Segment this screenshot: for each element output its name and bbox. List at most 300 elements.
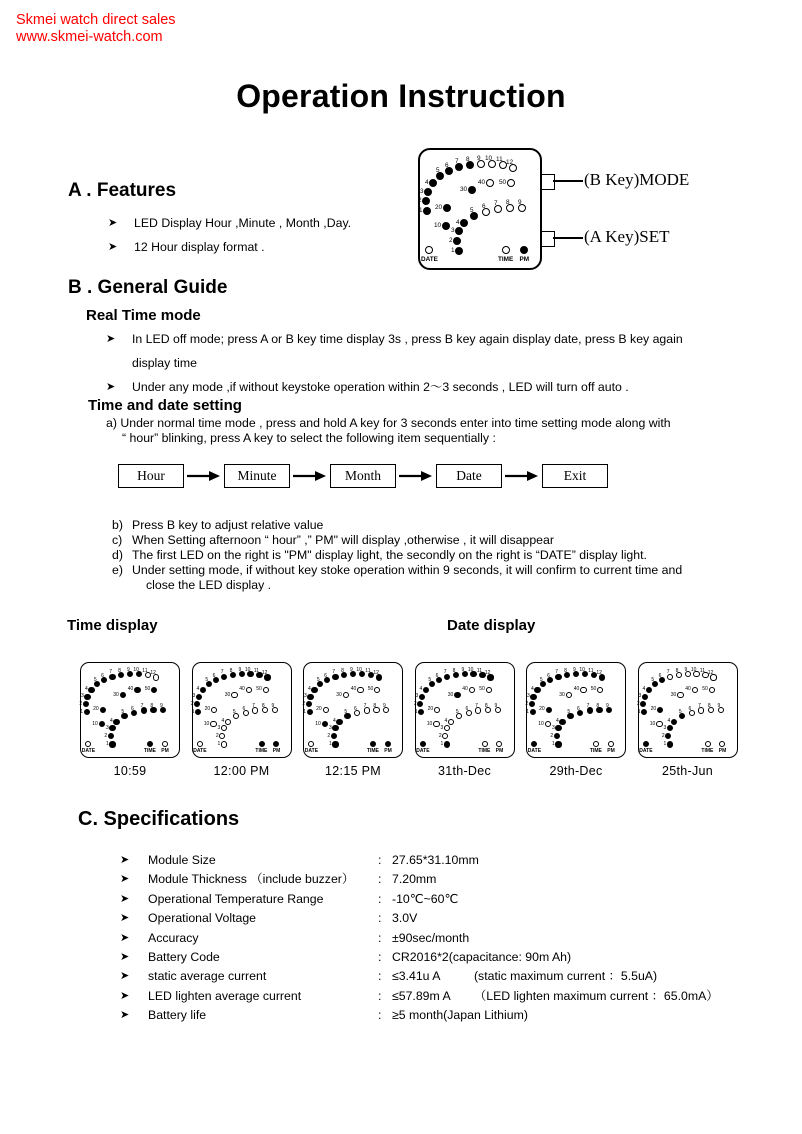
watch-face-example — [526, 662, 626, 778]
led-number-label: 8 — [596, 702, 600, 709]
led-number-label: 7 — [475, 703, 478, 710]
led-number-label: 1 — [419, 206, 423, 214]
led-number-label: 6 — [547, 672, 550, 679]
specification-row — [120, 930, 780, 949]
watch-diagram-31th-dec — [415, 662, 515, 758]
led-number-label: 20 — [650, 706, 657, 713]
led-number-label: 50 — [256, 685, 262, 692]
led-number-label: 2 — [104, 732, 108, 739]
led-units-4 — [336, 719, 342, 725]
key-b-label: (B Key)MODE — [584, 170, 690, 189]
led-hour-1 — [195, 709, 201, 715]
led-number-label: 4 — [333, 718, 336, 725]
rtm-item-label: Under any mode ,if without keystoke operation within 2～3 seconds , LED will turn off auto . — [132, 380, 629, 394]
led-number-label: 1 — [106, 740, 109, 747]
led-tens-30 — [231, 692, 237, 698]
led-hour-3 — [642, 694, 648, 700]
led-number-label: 9 — [383, 702, 386, 709]
led-number-label: 8 — [564, 667, 567, 674]
led-units-3 — [332, 725, 338, 731]
led-number-label: 6 — [688, 705, 692, 712]
led-number-label: 2 — [449, 236, 453, 244]
led-tens-40 — [580, 687, 586, 693]
rtm-item — [106, 332, 766, 347]
led-units-3 — [555, 725, 561, 731]
led-number-label: 12 — [150, 670, 156, 677]
date-text-label: DATE — [416, 748, 430, 755]
led-number-label: 5 — [651, 676, 655, 683]
chevron-right-icon: ➤ — [120, 912, 130, 925]
led-number-label: 6 — [212, 672, 216, 679]
led-number-label: 10 — [356, 667, 362, 674]
led-number-label: 8 — [506, 199, 510, 206]
pm-text-label: PM — [519, 255, 530, 263]
led-number-label: 6 — [324, 672, 327, 679]
date-text-label: DATE — [527, 748, 542, 755]
watch-face-example — [415, 662, 515, 778]
led-tens-30 — [343, 692, 349, 698]
led-number-label: 5 — [428, 676, 432, 683]
led-number-label: 3 — [552, 724, 555, 731]
setting-steps-list — [112, 518, 772, 593]
led-tens-10 — [99, 721, 105, 727]
setting-step — [112, 563, 772, 578]
led-number-label: 2 — [636, 700, 640, 707]
date-display-label — [447, 617, 535, 635]
led-units-3 — [667, 725, 673, 731]
rtm-item-label: In LED off mode; press A or B key time display 3s , press B key again display date, press B key again — [132, 332, 683, 346]
led-number-label: 9 — [271, 702, 275, 709]
led-number-label: 4 — [444, 718, 448, 725]
real-time-mode-heading — [86, 307, 201, 325]
led-number-label: 6 — [482, 203, 486, 210]
led-time-indicator — [593, 741, 599, 747]
setting-flow-chart — [118, 464, 608, 488]
led-number-label: 9 — [572, 667, 576, 674]
watch-face-examples — [80, 662, 752, 782]
real-time-mode-heading-text: Real Time mode — [86, 307, 201, 324]
led-number-label: 5 — [470, 207, 474, 214]
led-hour-4 — [88, 687, 94, 693]
led-number-label: 9 — [126, 667, 130, 674]
flow-arrow-icon — [184, 470, 224, 482]
led-number-label: 4 — [667, 718, 671, 725]
led-tens-20 — [443, 204, 451, 212]
specification-name: Module Size — [148, 853, 216, 867]
specification-separator: : — [378, 949, 382, 964]
led-number-label: 20 — [93, 706, 99, 713]
led-pm-indicator — [719, 741, 725, 747]
chevron-right-icon: ➤ — [106, 333, 116, 345]
led-tens-30 — [454, 692, 460, 698]
pm-text-label: PM — [495, 748, 504, 755]
led-number-label: 5 — [539, 676, 543, 683]
led-number-label: 7 — [586, 703, 590, 710]
led-date-indicator — [531, 741, 537, 747]
pm-text-label: PM — [161, 748, 169, 755]
led-number-label: 8 — [261, 702, 265, 709]
led-number-label: 3 — [106, 724, 109, 731]
led-number-label: 6 — [435, 672, 439, 679]
led-number-label: 10 — [690, 667, 697, 674]
led-time-indicator — [147, 741, 153, 747]
led-pm-indicator — [385, 741, 391, 747]
time-display-label-text: Time display — [67, 617, 158, 634]
led-number-label: 50 — [367, 685, 374, 692]
specification-row — [120, 852, 780, 871]
led-number-label: 11 — [365, 667, 371, 674]
date-display-label-text: Date display — [447, 617, 536, 634]
led-number-label: 2 — [413, 700, 417, 707]
led-number-label: 6 — [577, 705, 580, 712]
date-text-label: DATE — [81, 748, 96, 755]
led-hour-2 — [417, 701, 423, 707]
led-number-label: 30 — [670, 691, 677, 698]
led-number-label: 12 — [261, 670, 268, 677]
led-number-label: 11 — [588, 667, 594, 674]
led-number-label: 5 — [121, 708, 125, 715]
led-units-2 — [331, 733, 337, 739]
key-a-leader-line — [553, 237, 583, 239]
led-number-label: 2 — [79, 700, 83, 707]
general-guide-heading — [68, 277, 227, 299]
specification-separator: : — [378, 891, 382, 906]
led-number-label: 10 — [649, 720, 656, 727]
led-number-label: 1 — [637, 708, 641, 715]
led-number-label: 10 — [467, 667, 474, 674]
led-units-1 — [221, 741, 227, 747]
led-number-label: 8 — [707, 702, 711, 709]
led-tens-20 — [434, 707, 440, 713]
watch-diagram-10-59 — [80, 662, 180, 758]
led-number-label: 3 — [81, 693, 84, 700]
led-number-label: 3 — [415, 693, 419, 700]
led-number-label: 40 — [573, 685, 580, 692]
led-number-label: 50 — [499, 178, 507, 186]
flow-arrow-icon — [396, 470, 436, 482]
led-number-label: 4 — [221, 718, 225, 725]
led-hour-1 — [307, 709, 313, 715]
led-units-4 — [448, 719, 454, 725]
brand-header — [16, 12, 176, 46]
features-heading-text: A . Features — [68, 180, 177, 201]
specification-value: ±90sec/month — [392, 930, 470, 945]
led-number-label: 6 — [101, 672, 104, 679]
led-number-label: 20 — [435, 203, 443, 211]
key-b-button-marker[interactable] — [541, 174, 555, 190]
time-date-setting-heading-text: Time and date setting — [88, 397, 242, 414]
led-number-label: 10 — [426, 720, 433, 727]
specification-value: 7.20mm — [392, 872, 437, 887]
flow-arrow-icon — [290, 470, 330, 482]
led-number-label: 40 — [127, 685, 134, 692]
led-tens-50 — [263, 687, 269, 693]
time-text-label: TIME — [701, 748, 714, 755]
led-units-2 — [442, 733, 448, 739]
led-number-label: 10 — [579, 667, 585, 674]
led-number-label: 6 — [658, 672, 662, 679]
watch-face-caption: 29th-Dec — [549, 764, 603, 778]
led-units-3 — [109, 725, 115, 731]
setting-step-a-line1: a) Under normal time mode , press and hold A key for 3 seconds enter into time setting mode along with — [106, 416, 671, 430]
led-number-label: 10 — [92, 720, 98, 727]
flow-step-exit: Exit — [542, 464, 608, 488]
led-number-label: 3 — [638, 693, 642, 700]
led-number-label: 7 — [220, 669, 224, 676]
led-number-label: 12 — [506, 159, 514, 166]
led-number-label: 3 — [663, 724, 667, 731]
led-number-label: 40 — [239, 685, 245, 692]
led-hour-4 — [429, 179, 437, 187]
led-number-label: 5 — [93, 676, 97, 683]
led-hour-2 — [83, 701, 89, 707]
specification-name: static average current — [148, 969, 267, 984]
led-pm-indicator — [162, 741, 168, 747]
led-number-label: 4 — [556, 718, 559, 725]
specifications-heading-text: C. Specifications — [78, 808, 240, 830]
led-units-2 — [219, 733, 225, 739]
time-text-label: TIME — [366, 748, 379, 755]
led-date-indicator — [85, 741, 91, 747]
led-tens-20 — [100, 707, 106, 713]
specification-name: Operational Voltage — [148, 911, 257, 926]
led-hour-3 — [196, 694, 202, 700]
led-number-label: 8 — [452, 667, 456, 674]
led-time-indicator — [705, 741, 711, 747]
flow-step-minute: Minute — [224, 464, 290, 488]
watch-face-caption: 12:00 PM — [213, 764, 270, 778]
led-hour-4 — [646, 687, 652, 693]
led-units-3 — [221, 725, 227, 731]
date-text-label: DATE — [193, 748, 207, 755]
led-number-label: 7 — [455, 158, 459, 165]
led-units-1 — [332, 741, 338, 747]
setting-step-key: c) — [112, 533, 123, 547]
led-hour-1 — [84, 709, 90, 715]
brand-line-2: www.skmei-watch.com — [16, 29, 163, 45]
led-number-label: 6 — [354, 705, 357, 712]
led-units-2 — [108, 733, 114, 739]
specification-name: Module Thickness （include buzzer） — [148, 872, 355, 887]
led-time-indicator — [370, 741, 376, 747]
led-number-label: 4 — [456, 218, 460, 226]
led-tens-40 — [246, 687, 252, 693]
led-hour-3 — [530, 694, 536, 700]
led-hour-3 — [84, 694, 90, 700]
led-number-label: 30 — [447, 691, 454, 698]
led-number-label: 1 — [663, 740, 667, 747]
led-tens-10 — [545, 721, 551, 727]
led-number-label: 20 — [427, 706, 434, 713]
chevron-right-icon: ➤ — [120, 931, 130, 944]
specification-separator: : — [378, 930, 382, 945]
led-number-label: 7 — [443, 669, 447, 676]
led-number-label: 7 — [363, 703, 367, 710]
led-tens-40 — [486, 179, 494, 187]
led-hour-2 — [529, 701, 535, 707]
led-number-label: 10 — [203, 720, 210, 727]
date-text-label: DATE — [304, 748, 319, 755]
led-number-label: 10 — [434, 221, 442, 229]
led-units-1 — [455, 247, 463, 255]
led-number-label: 9 — [477, 155, 481, 162]
led-units-4 — [559, 719, 565, 725]
led-number-label: 3 — [304, 693, 307, 700]
led-number-label: 1 — [329, 740, 332, 747]
led-number-label: 5 — [232, 708, 236, 715]
led-number-label: 9 — [461, 667, 465, 674]
specification-row — [120, 949, 780, 968]
led-time-indicator — [259, 741, 265, 747]
led-number-label: 4 — [196, 685, 200, 692]
led-number-label: 6 — [465, 705, 469, 712]
led-number-label: 9 — [717, 702, 721, 709]
led-number-label: 50 — [590, 685, 597, 692]
led-hour-4 — [534, 687, 540, 693]
watch-face-example — [192, 662, 292, 778]
specification-row — [120, 891, 780, 910]
specification-row — [120, 988, 780, 1007]
specifications-heading — [78, 808, 239, 831]
time-text-label: TIME — [589, 748, 602, 755]
led-number-label: 4 — [642, 685, 646, 692]
chevron-right-icon: ➤ — [120, 873, 130, 886]
led-number-label: 2 — [418, 196, 422, 204]
led-number-label: 4 — [110, 718, 113, 725]
watch-face-example — [638, 662, 738, 778]
led-date-indicator — [420, 741, 426, 747]
setting-step-key: e) — [112, 563, 123, 577]
led-number-label: 1 — [552, 740, 555, 747]
time-date-setting-heading — [88, 397, 242, 415]
led-hour-1 — [530, 709, 536, 715]
led-date-indicator — [308, 741, 314, 747]
watch-face-caption: 10:59 — [113, 764, 147, 778]
led-units-4 — [671, 719, 677, 725]
led-number-label: 30 — [336, 691, 342, 698]
features-heading — [68, 180, 176, 202]
date-text-label: DATE — [639, 748, 653, 755]
led-number-label: 12 — [484, 670, 491, 677]
chevron-right-icon: ➤ — [120, 854, 130, 866]
specification-name: Operational Temperature Range — [148, 891, 324, 906]
led-number-label: 1 — [414, 708, 418, 715]
pm-text-label: PM — [607, 748, 615, 755]
pm-text-label: PM — [718, 748, 727, 755]
led-number-label: 2 — [661, 732, 665, 739]
led-number-label: 12 — [596, 670, 602, 677]
led-pm-indicator — [608, 741, 614, 747]
setting-step-a-line2: “ hour” blinking, press A key to select the following item sequentially : — [122, 431, 496, 445]
led-number-label: 2 — [302, 700, 306, 707]
led-number-label: 12 — [373, 670, 379, 677]
led-number-label: 1 — [217, 740, 221, 747]
led-number-label: 30 — [224, 691, 231, 698]
led-number-label: 11 — [699, 667, 705, 674]
led-tens-50 — [151, 687, 157, 693]
led-units-1 — [555, 741, 561, 747]
setting-step — [112, 533, 772, 548]
led-tens-40 — [469, 687, 475, 693]
watch-face-caption: 25th-Jun — [661, 764, 714, 778]
led-time-indicator — [482, 741, 488, 747]
led-number-label: 6 — [131, 705, 134, 712]
chevron-right-icon: ➤ — [108, 241, 118, 253]
led-tens-10 — [322, 721, 328, 727]
led-pm-indicator — [273, 741, 279, 747]
led-number-label: 50 — [479, 685, 485, 692]
led-number-label: 4 — [425, 178, 429, 186]
specification-value: ≤57.89m A （LED lighten maximum current ：65.0mA） — [392, 988, 719, 1003]
features-item-label: LED Display Hour ,Minute , Month ,Day. — [134, 216, 352, 230]
led-units-2 — [554, 733, 560, 739]
setting-step-key: d) — [112, 548, 123, 562]
led-number-label: 2 — [525, 700, 529, 707]
chevron-right-icon: ➤ — [120, 950, 130, 963]
led-number-label: 1 — [451, 246, 455, 254]
led-hour-4 — [423, 687, 429, 693]
led-units-4 — [225, 719, 231, 725]
setting-step-text: close the LED display . — [146, 578, 272, 592]
led-number-label: 9 — [349, 667, 353, 674]
led-number-label: 3 — [329, 724, 332, 731]
specification-value: -10℃~60℃ — [392, 891, 459, 906]
led-number-label: 5 — [678, 708, 682, 715]
rtm-item-label: display time — [132, 356, 197, 370]
led-number-label: 20 — [539, 706, 545, 713]
led-number-label: 9 — [494, 702, 498, 709]
led-hour-3 — [307, 694, 313, 700]
led-number-label: 9 — [606, 702, 609, 709]
led-date-indicator — [425, 246, 433, 254]
led-number-label: 40 — [478, 178, 486, 186]
led-number-label: 30 — [460, 185, 468, 193]
led-tens-20 — [546, 707, 552, 713]
rtm-item-continued — [106, 356, 766, 371]
led-number-label: 20 — [316, 706, 322, 713]
specification-row — [120, 968, 780, 987]
led-tens-30 — [566, 692, 572, 698]
key-a-button-marker[interactable] — [541, 231, 555, 247]
watch-diagram-12-15-pm — [303, 662, 403, 758]
led-number-label: 11 — [496, 156, 503, 163]
led-number-label: 4 — [308, 685, 311, 692]
specifications-table — [120, 852, 780, 1027]
setting-step-key: b) — [112, 518, 123, 532]
led-number-label: 6 — [242, 705, 246, 712]
setting-step-continued — [112, 578, 772, 593]
flow-arrow-icon — [502, 470, 542, 482]
led-number-label: 1 — [191, 708, 195, 715]
chevron-right-icon: ➤ — [120, 892, 130, 905]
led-pm-indicator — [520, 246, 528, 254]
led-number-label: 6 — [445, 162, 449, 169]
led-number-label: 7 — [332, 669, 335, 676]
specification-name: Accuracy — [148, 930, 199, 945]
led-hour-2 — [194, 701, 200, 707]
watch-diagram-12-00-pm — [192, 662, 292, 758]
time-text-label: TIME — [498, 255, 514, 263]
led-number-label: 4 — [85, 685, 88, 692]
led-number-label: 50 — [144, 685, 151, 692]
led-tens-40 — [357, 687, 363, 693]
led-tens-50 — [709, 687, 715, 693]
date-text-label: DATE — [421, 255, 438, 263]
led-tens-30 — [120, 692, 126, 698]
specification-name: LED lighten average current — [148, 988, 302, 1003]
led-time-indicator — [502, 246, 510, 254]
led-number-label: 10 — [485, 155, 493, 162]
